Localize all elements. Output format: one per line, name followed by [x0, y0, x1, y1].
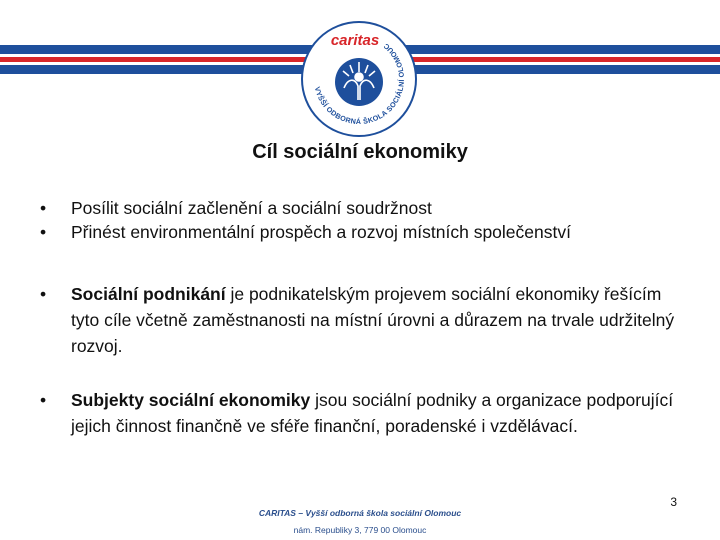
bullet-list-goals — [40, 196, 690, 244]
bullet-list-subjects — [40, 387, 690, 439]
bullet-bold-term: Sociální podnikání — [71, 284, 226, 304]
caritas-hands-logo-icon — [300, 20, 418, 138]
logo-wordmark: caritas — [330, 32, 380, 49]
logo-ring-text: VYŠŠÍ ODBORNÁ ŠKOLA SOCIÁLNÍ OLOMOUC — [312, 41, 407, 127]
bullet-dot: • — [40, 284, 47, 304]
bullet-dot: • — [40, 198, 47, 218]
bullet-text: Přinést environmentální prospěch a rozvoj místních společenství — [71, 222, 571, 242]
footer-school-name: CARITAS – Vyšší odborná škola sociální Olomouc — [258, 508, 462, 518]
list-item — [40, 387, 690, 439]
slide-title: Cíl sociální ekonomiky — [252, 141, 468, 163]
bullet-text: Posílit sociální začlenění a sociální soudržnost — [71, 198, 432, 218]
bullet-dot: • — [40, 390, 47, 410]
bullet-dot: • — [40, 222, 47, 242]
bullet-bold-term: Subjekty sociální ekonomiky — [71, 390, 311, 410]
bullet-text: jsou sociální podniky a organizace podporující jejich činnost finančně ve sféře finanční, poradenské i vzdělávací. — [71, 390, 674, 436]
list-item — [40, 196, 690, 220]
page-number: 3 — [670, 495, 677, 509]
footer-address: nám. Republiky 3, 779 00 Olomouc — [293, 525, 427, 535]
bullet-list-social-enterprise — [40, 281, 690, 359]
bullet-text: je podnikatelským projevem sociální ekonomiky řešícím tyto cíle včetně zaměstnanosti na místní úrovni a důrazem na trvale udržitelný rozvoj. — [71, 284, 675, 356]
list-item — [40, 220, 690, 244]
list-item — [40, 281, 690, 359]
